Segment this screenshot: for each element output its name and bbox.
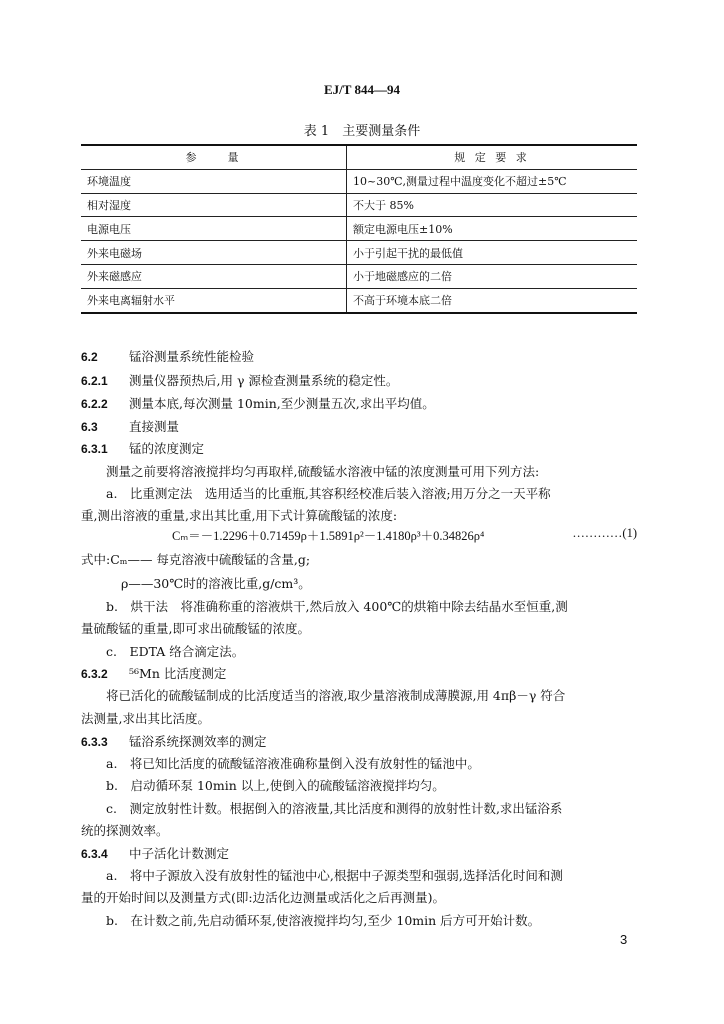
section-6-3 — [81, 417, 724, 435]
section-number: 6.3.1 — [81, 442, 108, 456]
section-6-3-4 — [81, 844, 724, 862]
standard-number: EJ/T 844—94 — [324, 82, 400, 97]
section-title: 中子活化计数测定 — [129, 846, 230, 861]
paragraph-line: b. 烘干法 将准确称重的溶液烘干,然后放入 400℃的烘箱中除去结晶水至恒重,测 — [106, 599, 568, 614]
section-title: 锰浴测量系统性能检验 — [129, 349, 255, 364]
section-title: 直接测量 — [129, 419, 180, 434]
paragraph-line: 统的探测效率。 — [81, 823, 169, 838]
paragraph-line: 将已活化的硫酸锰制成的比活度适当的溶液,取少量溶液制成薄膜源,用 4πβ－γ 符合 — [106, 688, 566, 703]
table-cell-parameter: 外来磁感应 — [81, 264, 347, 288]
table-row — [81, 264, 637, 288]
paragraph-line: c. EDTA 络合滴定法。 — [106, 644, 245, 659]
paragraph-line: a. 比重测定法 选用适当的比重瓶,其容积经校准后装入溶液;用万分之一天平称 — [106, 486, 551, 501]
table-cell-requirement: 小于引起干扰的最低值 — [347, 241, 638, 265]
formula-number: …………(1) — [572, 526, 637, 540]
paragraph-line: b. 在计数之前,先启动循环泵,使溶液搅拌均匀,至少 10min 后方可开始计数。 — [106, 913, 541, 928]
section-text: 测量本底,每次测量 10min,至少测量五次,求出平均值。 — [129, 396, 435, 411]
table-cell-parameter: 电源电压 — [81, 217, 347, 241]
section-number: 6.3 — [81, 420, 98, 434]
formula-where-line: ρ——30℃时的溶液比重,g/cm³。 — [121, 576, 311, 591]
formula-where-line: 式中:Cₘ—— 每克溶液中硫酸锰的含量,g; — [81, 552, 311, 567]
table-header-parameter: 参 量 — [81, 145, 347, 169]
section-number: 6.2.2 — [81, 397, 108, 411]
section-6-2-2 — [81, 394, 724, 412]
section-number: 6.2.1 — [81, 374, 108, 388]
table-cell-requirement: 小于地磁感应的二倍 — [347, 264, 638, 288]
table-header-row — [81, 145, 637, 169]
paragraph-line: 重,测出溶液的重量,求出其比重,用下式计算硫酸锰的浓度: — [81, 508, 398, 523]
section-6-3-2 — [81, 664, 724, 682]
table-row — [81, 241, 637, 265]
section-number: 6.2 — [81, 350, 98, 364]
table-cell-parameter: 外来电磁场 — [81, 241, 347, 265]
section-title: ⁵⁶Mn 比活度测定 — [129, 666, 227, 681]
section-6-3-1 — [81, 439, 724, 457]
section-6-2 — [81, 347, 724, 365]
table-row — [81, 288, 637, 312]
section-title: 锰浴系统探测效率的测定 — [129, 734, 267, 749]
section-title: 锰的浓度测定 — [129, 441, 205, 456]
paragraph-line: a. 将已知比活度的硫酸锰溶液准确称量倒入没有放射性的锰池中。 — [106, 756, 480, 771]
section-number: 6.3.2 — [81, 667, 108, 681]
table-row — [81, 217, 637, 241]
paragraph-line: 测量之前要将溶液搅拌均匀再取样,硫酸锰水溶液中锰的浓度测量可用下列方法: — [106, 464, 540, 479]
table-caption: 表 1 主要测量条件 — [303, 124, 421, 139]
paragraph-line: a. 将中子源放入没有放射性的锰池中心,根据中子源类型和强弱,选择活化时间和测 — [106, 868, 563, 883]
paragraph-line: c. 测定放射性计数。根据倒入的溶液量,其比活度和测得的放射性计数,求出锰浴系 — [106, 801, 563, 816]
paragraph-line: 法测量,求出其比活度。 — [81, 711, 210, 726]
section-6-2-1 — [81, 371, 724, 389]
paragraph-line: b. 启动循环泵 10min 以上,使倒入的硫酸锰溶液搅拌均匀。 — [106, 778, 445, 793]
formula-1 — [172, 526, 637, 544]
table-cell-requirement: 额定电源电压±10% — [347, 217, 638, 241]
table-row — [81, 193, 637, 217]
page-number: 3 — [620, 932, 628, 947]
table-row — [81, 169, 637, 193]
table-cell-parameter: 外来电离辐射水平 — [81, 288, 347, 312]
section-6-3-3 — [81, 732, 724, 750]
section-number: 6.3.4 — [81, 847, 108, 861]
table-cell-parameter: 环境温度 — [81, 169, 347, 193]
table-cell-requirement: 不大于 85% — [347, 193, 638, 217]
paragraph-line: 量硫酸锰的重量,即可求出硫酸锰的浓度。 — [81, 621, 310, 636]
section-number: 6.3.3 — [81, 735, 108, 749]
table-cell-parameter: 相对湿度 — [81, 193, 347, 217]
section-text: 测量仪器预热后,用 γ 源检查测量系统的稳定性。 — [129, 373, 399, 388]
conditions-table — [81, 144, 637, 314]
table-cell-requirement: 不高于环境本底二倍 — [347, 288, 638, 312]
table-header-requirement: 规 定 要 求 — [347, 145, 638, 169]
paragraph-line: 量的开始时间以及测量方式(即:边活化边测量或活化之后再测量)。 — [81, 890, 445, 905]
formula-expression: Cₘ＝－1.2296＋0.71459ρ＋1.5891ρ²－1.4180ρ³＋0.34826ρ⁴ — [172, 529, 485, 543]
table-cell-requirement: 10~30℃,测量过程中温度变化不超过±5℃ — [347, 169, 638, 193]
